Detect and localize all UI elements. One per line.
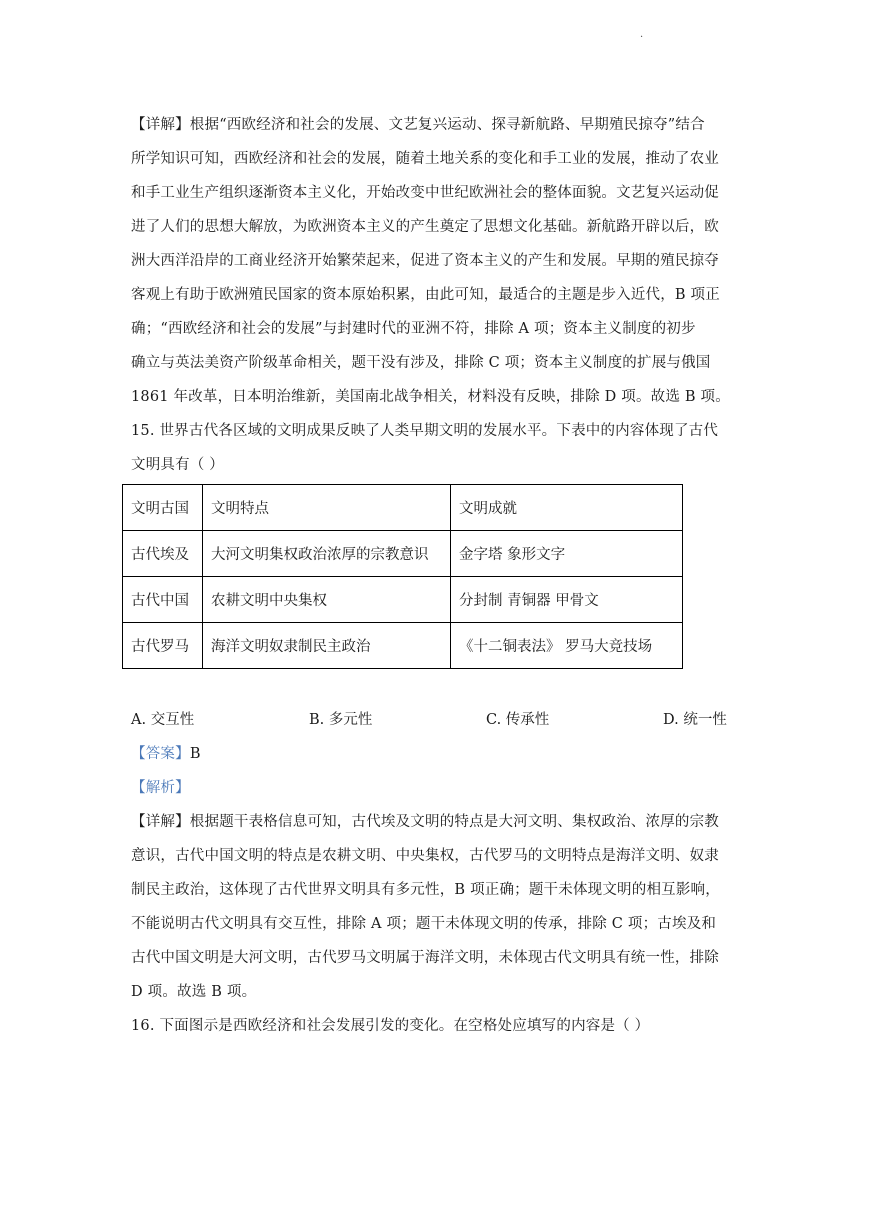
answer-value: B bbox=[189, 746, 201, 762]
q15-stem bbox=[131, 414, 741, 482]
q15-detail-line: 意识，古代中国文明的特点是农耕文明、中央集权，古代罗马的文明特点是海洋文明、奴隶 bbox=[131, 848, 719, 864]
q15-detail-line: D 项。故选 B 项。 bbox=[131, 984, 257, 1000]
q15-detail-line: 【详解】根据题干表格信息可知，古代埃及文明的特点是大河文明、集权政治、浓厚的宗教 bbox=[131, 814, 719, 830]
table-cell: 《十二铜表法》 罗马大竞技场 bbox=[451, 623, 683, 669]
table-cell: 古代埃及 bbox=[123, 531, 203, 577]
q15-detail-line: 古代中国文明是大河文明，古代罗马文明属于海洋文明，未体现古代文明具有统一性，排除 bbox=[131, 950, 719, 966]
answer-tag: 【答案】 bbox=[131, 746, 190, 762]
q15-detail-line: 制民主政治，这体现了古代世界文明具有多元性，B 项正确；题干未体现文明的相互影响， bbox=[131, 882, 720, 898]
q14-detail-line: 洲大西洋沿岸的工商业经济开始繁荣起来，促进了资本主义的产生和发展。早期的殖民掠夺 bbox=[131, 253, 719, 269]
q14-detail-line: 确立与英法美资产阶级革命相关，题干没有涉及，排除 C 项；资本主义制度的扩展与俄国 bbox=[131, 355, 711, 371]
table-cell: 古代中国 bbox=[123, 577, 203, 623]
q14-detail-line: 客观上有助于欧洲殖民国家的资本原始积累，由此可知，最适合的主题是步入近代，B 项正 bbox=[131, 287, 720, 303]
table-row bbox=[123, 531, 683, 577]
q14-detail-line: 确；“西欧经济和社会的发展”与封建时代的亚洲不符，排除 A 项；资本主义制度的初步 bbox=[131, 321, 696, 337]
q15-options bbox=[131, 703, 741, 737]
q14-detail-line: 【详解】根据“西欧经济和社会的发展、文艺复兴运动、探寻新航路、早期殖民掠夺”结合 bbox=[131, 117, 705, 133]
table-cell: 农耕文明中央集权 bbox=[203, 577, 451, 623]
q14-detail bbox=[131, 108, 741, 414]
table-cell: 金字塔 象形文字 bbox=[451, 531, 683, 577]
table-row bbox=[123, 623, 683, 669]
option-a: A. 交互性 bbox=[131, 712, 195, 728]
table-header-cell: 文明特点 bbox=[203, 485, 451, 531]
q16-stem: 16. 下面图示是西欧经济和社会发展引发的变化。在空格处应填写的内容是（ ） bbox=[131, 1018, 650, 1034]
document-body bbox=[131, 108, 741, 1043]
table-header-cell: 文明古国 bbox=[123, 485, 203, 531]
table-cell: 大河文明集权政治浓厚的宗教意识 bbox=[203, 531, 451, 577]
q14-detail-line: 所学知识可知，西欧经济和社会的发展，随着土地关系的变化和手工业的发展，推动了农业 bbox=[131, 151, 719, 167]
q14-detail-line: 1861 年改革，日本明治维新，美国南北战争相关，材料没有反映，排除 D 项。故选 B 项。 bbox=[131, 389, 730, 405]
q15-stem-line: 15. 世界古代各区域的文明成果反映了人类早期文明的发展水平。下表中的内容体现了古代 bbox=[131, 423, 719, 439]
option-d: D. 统一性 bbox=[663, 712, 727, 728]
q14-detail-line: 和手工业生产组织逐渐资本主义化，开始改变中世纪欧洲社会的整体面貌。文艺复兴运动促 bbox=[131, 185, 719, 201]
option-b: B. 多元性 bbox=[309, 712, 373, 728]
table-cell: 分封制 青铜器 甲骨文 bbox=[451, 577, 683, 623]
q14-detail-line: 进了人们的思想大解放，为欧洲资本主义的产生奠定了思想文化基础。新航路开辟以后，欧 bbox=[131, 219, 719, 235]
q15-stem-line: 文明具有（ ） bbox=[131, 457, 225, 473]
table-row bbox=[123, 577, 683, 623]
q15-detail bbox=[131, 805, 741, 1009]
table-header-cell: 文明成就 bbox=[451, 485, 683, 531]
q15-answer bbox=[131, 737, 741, 771]
page-mark: · bbox=[640, 32, 644, 43]
civilization-table bbox=[122, 484, 683, 669]
table-cell: 海洋文明奴隶制民主政治 bbox=[203, 623, 451, 669]
q15-analysis-tag: 【解析】 bbox=[131, 780, 190, 796]
q15-detail-line: 不能说明古代文明具有交互性，排除 A 项；题干未体现文明的传承，排除 C 项；古埃及和 bbox=[131, 916, 717, 932]
table-cell: 古代罗马 bbox=[123, 623, 203, 669]
table-header-row bbox=[123, 485, 683, 531]
option-c: C. 传承性 bbox=[486, 712, 550, 728]
